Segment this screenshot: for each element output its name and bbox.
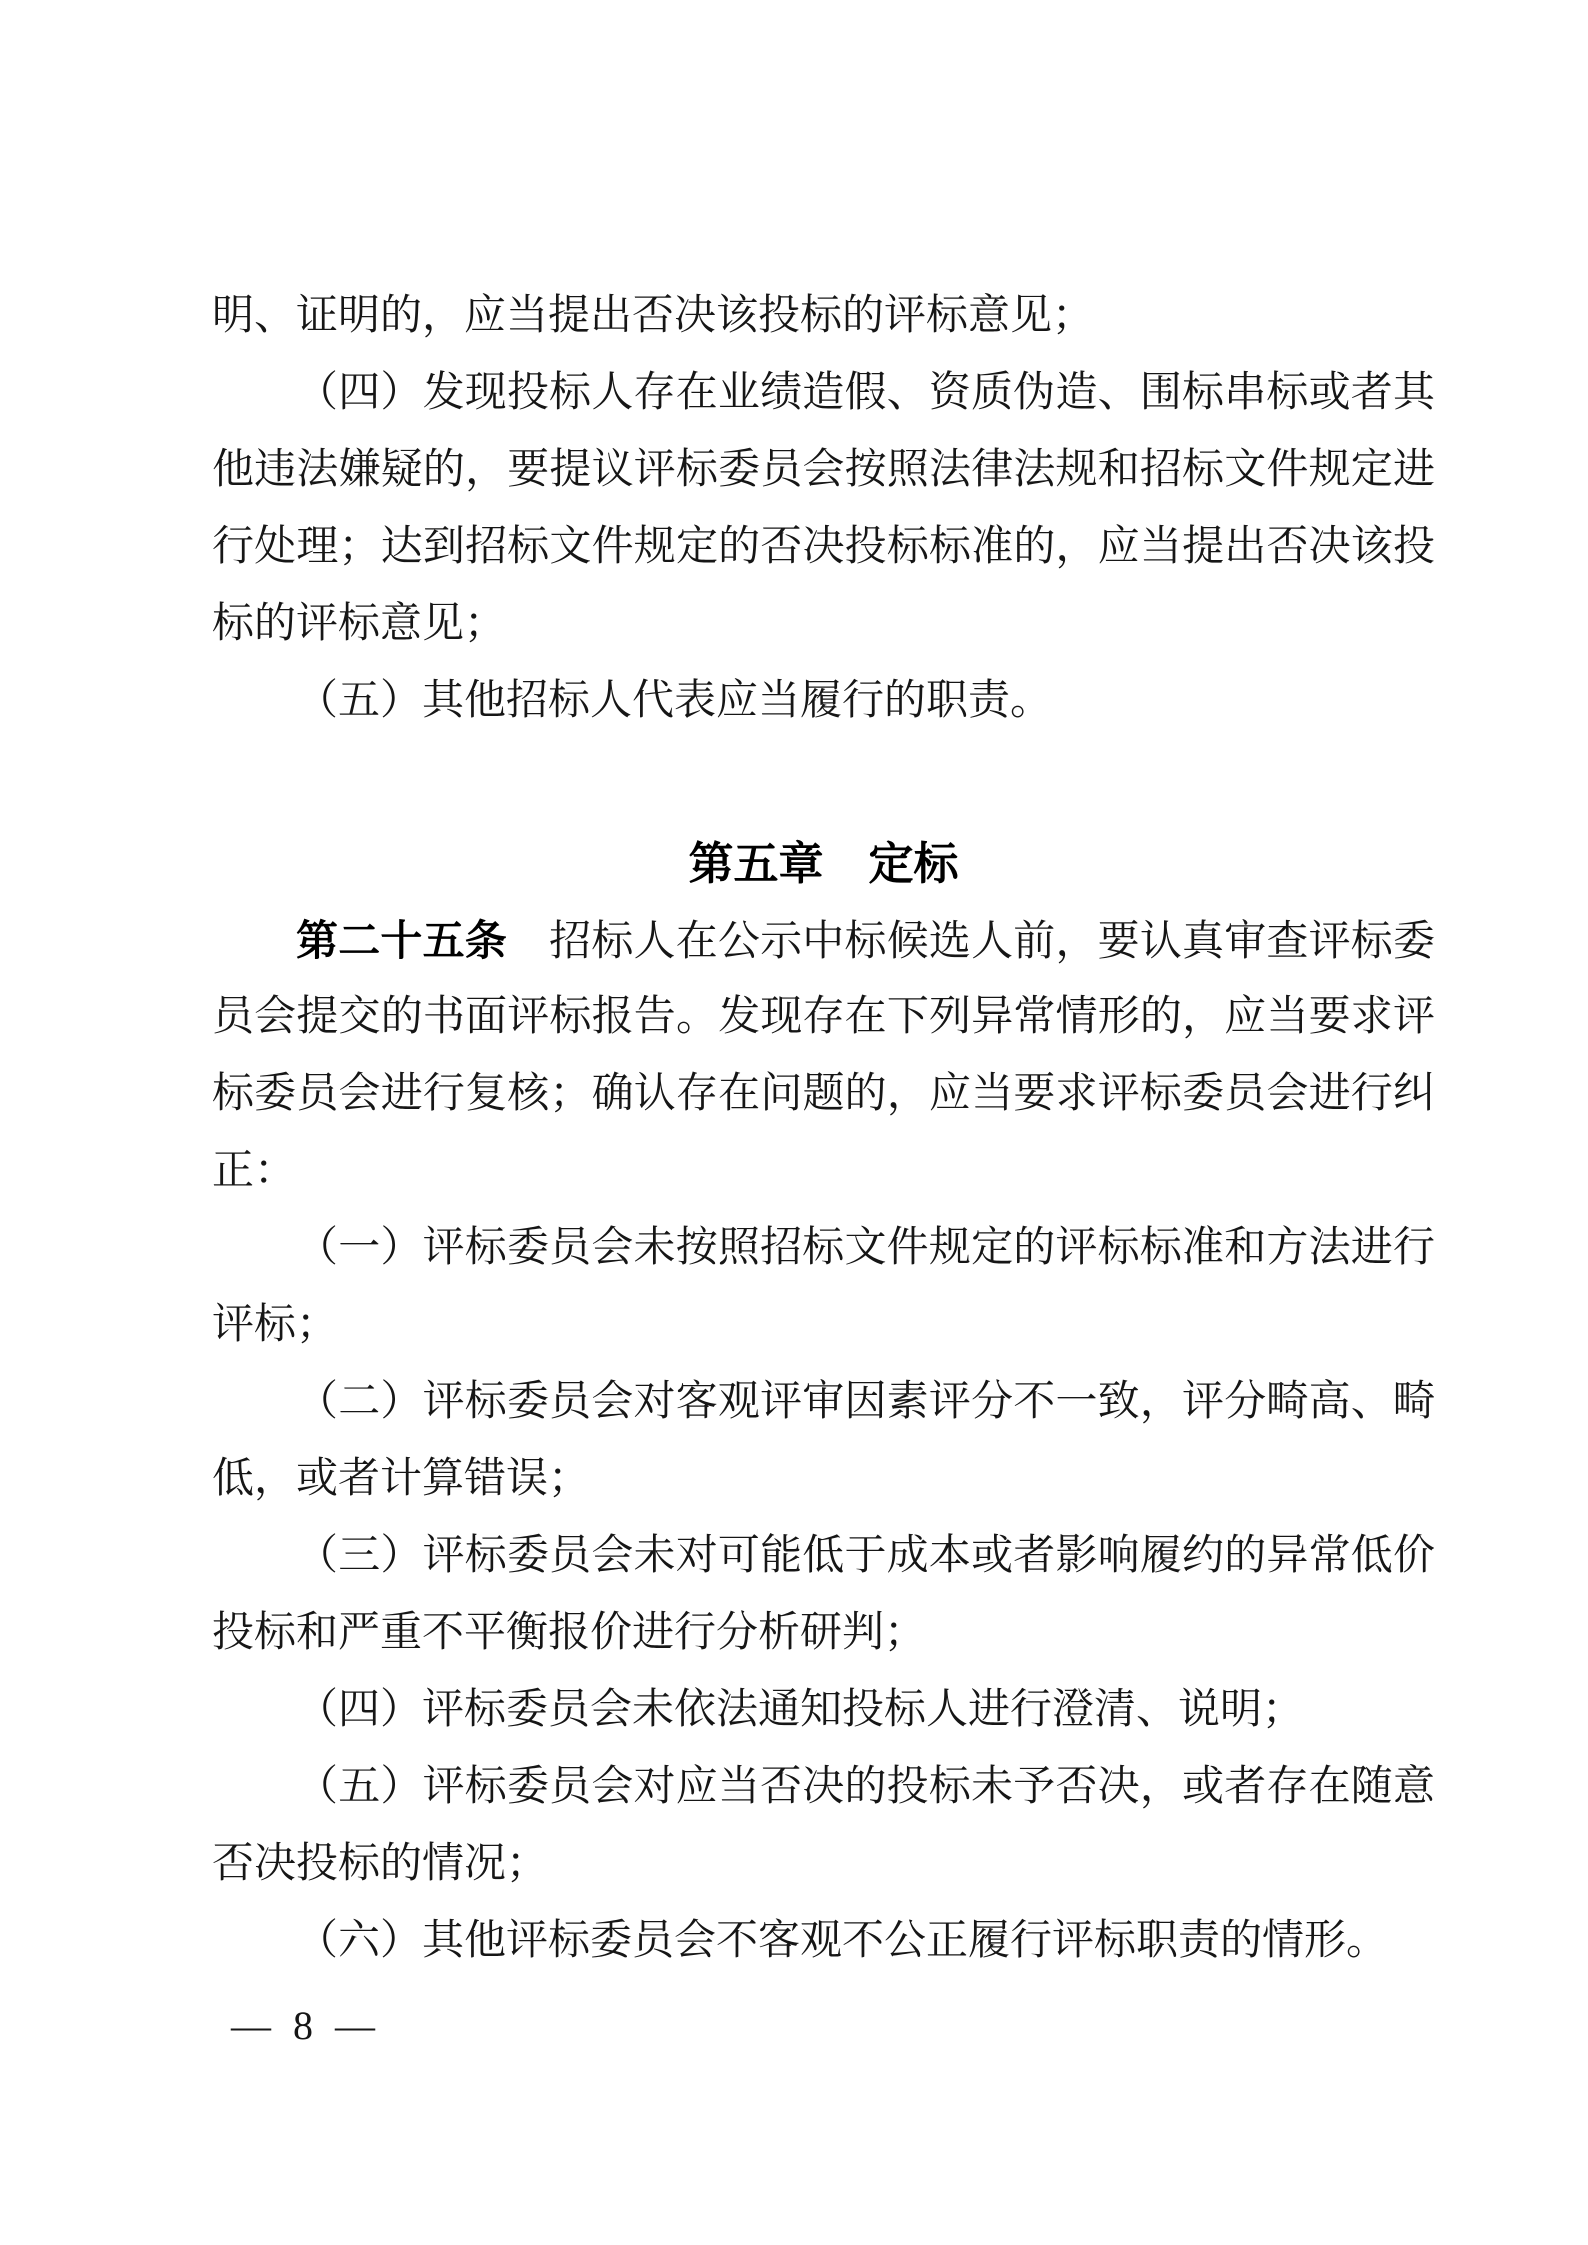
- body-line: 员会提交的书面评标报告。发现存在下列异常情形的，应当要求评: [212, 994, 1435, 1040]
- article-number: 第二十五条: [296, 917, 507, 964]
- body-line: 否决投标的情况；: [212, 1841, 549, 1887]
- body-line: （六）其他评标委员会不客观不公正履行评标职责的情形。: [296, 1918, 1389, 1964]
- body-line: 低，或者计算错误；: [212, 1456, 591, 1502]
- chapter-heading: 第五章 定标: [688, 838, 959, 889]
- body-line: （三）评标委员会未对可能低于成本或者影响履约的异常低价: [296, 1533, 1435, 1579]
- body-line: （五）其他招标人代表应当履行的职责。: [296, 678, 1053, 724]
- body-line: 他违法嫌疑的，要提议评标委员会按照法律法规和招标文件规定进: [212, 447, 1435, 493]
- document-body: [212, 278, 1435, 1980]
- body-line: 标的评标意见；: [212, 601, 507, 647]
- body-line: （四）发现投标人存在业绩造假、资质伪造、围标串标或者其: [296, 370, 1435, 416]
- body-line: 投标和严重不平衡报价进行分析研判；: [212, 1610, 927, 1656]
- body-line: 标委员会进行复核；确认存在问题的，应当要求评标委员会进行纠: [212, 1071, 1435, 1117]
- body-line: 明、证明的，应当提出否决该投标的评标意见；: [212, 293, 1095, 339]
- body-line: 评标；: [212, 1302, 339, 1348]
- body-line: 行处理；达到招标文件规定的否决投标标准的，应当提出否决该投: [212, 524, 1435, 570]
- article-opening-line: [212, 902, 1435, 979]
- body-line: 正：: [212, 1148, 297, 1194]
- article-text: 招标人在公示中标候选人前，要认真审查评标委: [506, 919, 1435, 965]
- body-line: （五）评标委员会对应当否决的投标未予否决，或者存在随意: [296, 1764, 1435, 1810]
- page-number: — 8 —: [231, 2003, 381, 2048]
- body-line: （二）评标委员会对客观评审因素评分不一致，评分畸高、畸: [296, 1379, 1435, 1425]
- body-line: （四）评标委员会未依法通知投标人进行澄清、说明；: [296, 1687, 1305, 1733]
- body-line: （一）评标委员会未按照招标文件规定的评标标准和方法进行: [296, 1225, 1435, 1271]
